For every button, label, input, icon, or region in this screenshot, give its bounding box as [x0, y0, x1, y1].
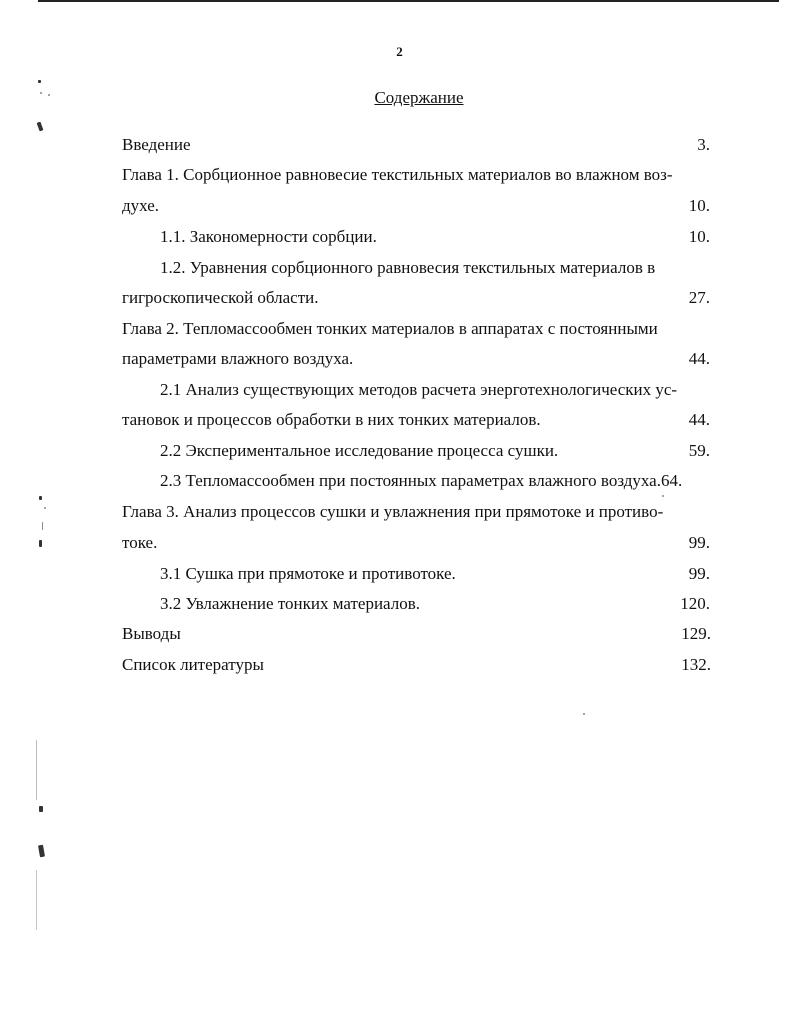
scan-speck [38, 80, 41, 83]
toc-entry-page: 59. [688, 441, 710, 460]
scan-speck [36, 870, 37, 930]
toc-entry-text: 1.1. Закономерности сорбции. [160, 227, 377, 246]
toc-entry-1-2-cont [122, 286, 710, 310]
scan-speck [40, 92, 42, 94]
toc-entry-chapter-3 [122, 500, 710, 524]
toc-entry-text: параметрами влажного воздуха. [122, 349, 354, 368]
toc-entry-text: тановок и процессов обработки в них тонких материалов. [122, 410, 541, 429]
toc-entry-page: 3. [697, 135, 710, 154]
toc-entry-text: гигроскопической области. [122, 288, 319, 307]
toc-entry-page: 129. [681, 624, 711, 643]
page-number: 2 [396, 44, 403, 59]
toc-entry-3-1 [160, 562, 710, 586]
scan-speck [38, 845, 45, 858]
toc-entry-page: 132. [681, 655, 711, 674]
toc-entry-text: Выводы [122, 624, 181, 643]
scan-speck [44, 507, 46, 509]
scan-speck [37, 122, 44, 132]
scan-speck [583, 713, 585, 715]
toc-entry-page: 44. [688, 349, 710, 368]
toc-entry-text: 2.3 Тепломассообмен при постоянных параметрах влажного воздуха.64. [160, 471, 683, 490]
toc-entry-page: 44. [688, 410, 710, 429]
scan-speck [39, 806, 43, 812]
toc-entry-text: 2.2 Экспериментальное исследование процесса сушки. [160, 441, 559, 460]
toc-entry-text: токе. [122, 533, 158, 552]
scan-speck [42, 522, 43, 530]
toc-entry-page: 10. [688, 227, 710, 246]
toc-entry-2-1-cont [122, 408, 710, 432]
toc-entry-1-1 [160, 225, 710, 249]
scan-speck [662, 495, 664, 497]
page-title: Содержание [374, 88, 464, 107]
toc-entry-2-2 [160, 439, 710, 463]
toc-entry-chapter-2-cont [122, 347, 710, 371]
toc-entry-3-2 [160, 592, 710, 616]
scan-top-border [38, 0, 779, 2]
toc-entry-text: Введение [122, 135, 191, 154]
toc-entry-references [122, 653, 711, 677]
toc-entry-chapter-1-cont [122, 194, 710, 218]
toc-entry-chapter-1 [122, 163, 710, 187]
toc-entry-conclusions [122, 622, 711, 646]
toc-entry-text: 1.2. Уравнения сорбционного равновесия текстильных материалов в [160, 258, 656, 277]
scan-speck [39, 496, 42, 500]
toc-entry-introduction [122, 133, 710, 157]
toc-entry-chapter-3-cont [122, 531, 710, 555]
scan-speck [48, 94, 50, 96]
toc-entry-page: 27. [688, 288, 710, 307]
toc-entry-text: Глава 2. Тепломассообмен тонких материалов в аппаратах с постоянными [122, 319, 658, 338]
toc-entry-text: Глава 3. Анализ процессов сушки и увлажнения при прямотоке и противо- [122, 502, 664, 521]
scan-speck [39, 540, 42, 547]
toc-entry-1-2 [160, 256, 710, 280]
toc-entry-text: 3.2 Увлажнение тонких материалов. [160, 594, 421, 613]
toc-entry-2-1 [160, 378, 710, 402]
toc-entry-page: 99. [688, 564, 710, 583]
toc-entry-text: Список литературы [122, 655, 264, 674]
toc-entry-text: 2.1 Анализ существующих методов расчета энерготехнологических ус- [160, 380, 678, 399]
toc-entry-2-3 [160, 469, 712, 493]
toc-entry-page: 10. [688, 196, 710, 215]
toc-entry-text: духе. [122, 196, 160, 215]
toc-entry-page: 99. [688, 533, 710, 552]
toc-entry-page: 120. [680, 594, 710, 613]
toc-entry-chapter-2 [122, 317, 710, 341]
toc-entry-text: 3.1 Сушка при прямотоке и противотоке. [160, 564, 456, 583]
scan-speck [36, 740, 37, 800]
toc-entry-text: Глава 1. Сорбционное равновесие текстильных материалов во влажном воз- [122, 165, 673, 184]
